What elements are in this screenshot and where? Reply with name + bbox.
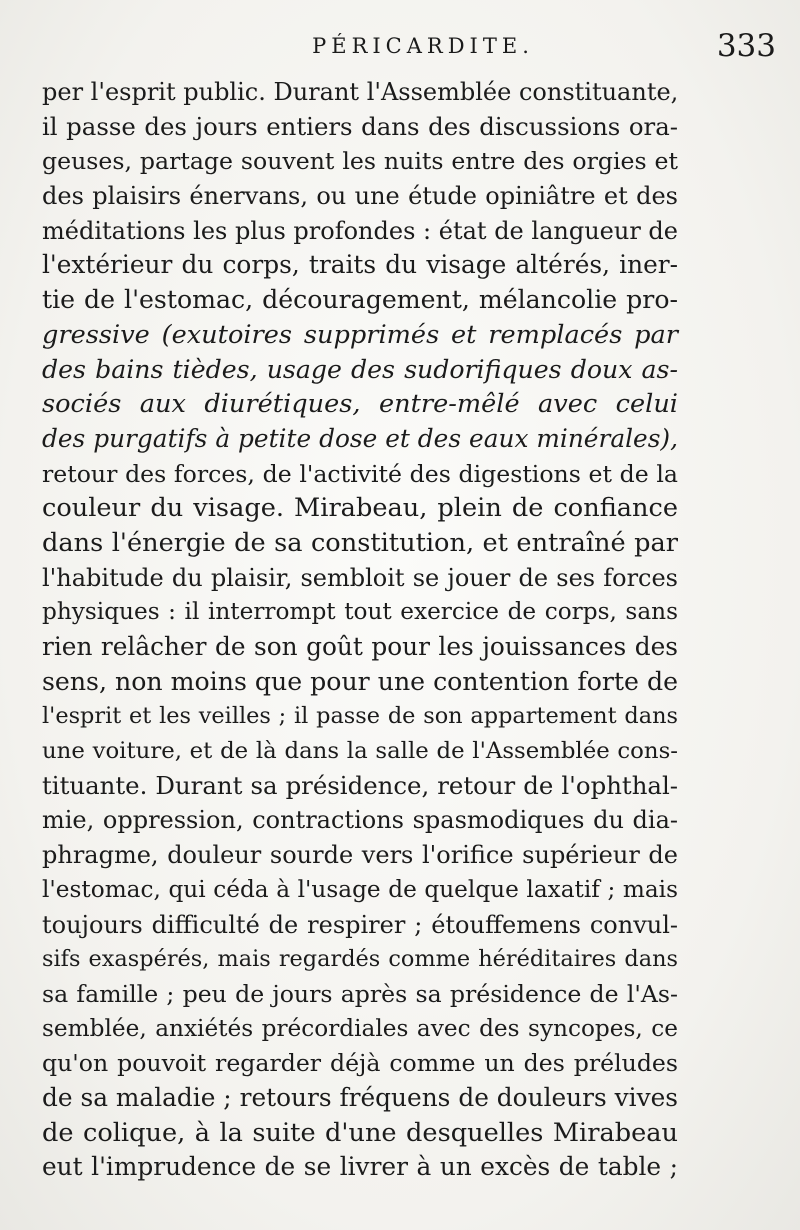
text-line: il passe des jours entiers dans des discussions ora- — [42, 111, 678, 141]
text-line: l'esprit et les veilles ; il passe de son appartement dans — [42, 703, 678, 730]
text-line: tie de l'estomac, découragement, mélancolie pro- — [42, 285, 678, 315]
running-title: PÉRICARDITE. — [312, 34, 534, 58]
text-line: dans l'énergie de sa constitution, et entraîné par — [42, 527, 678, 558]
text-line: sa famille ; peu de jours après sa présidence de l'As- — [42, 979, 678, 1008]
text-line: qu'on pouvoit regarder déjà comme un des préludes — [42, 1049, 678, 1078]
text-line: geuses, partage souvent les nuits entre des orgies et — [42, 147, 678, 176]
text-line: méditations les plus profondes : état de langueur de — [42, 216, 678, 245]
text-line: de sa maladie ; retours fréquens de douleurs vives — [42, 1082, 678, 1112]
text-line: de colique, à la suite d'une desquelles Mirabeau — [42, 1117, 678, 1148]
text-line: des bains tièdes, usage des sudorifiques doux as- — [42, 354, 678, 384]
text-line: physiques : il interrompt tout exercice de corps, sans — [42, 598, 678, 626]
text-line: des purgatifs à petite dose et des eaux minérales), — [42, 423, 678, 453]
text-line: une voiture, et de là dans la salle de l'Assemblée cons- — [42, 738, 678, 765]
text-line: gressive (exutoires supprimés et remplacés par — [42, 319, 678, 350]
text-line: sens, non moins que pour une contention forte de — [42, 666, 678, 696]
text-line: phragme, douleur sourde vers l'orifice supérieur de — [42, 841, 678, 870]
text-line: couleur du visage. Mirabeau, plein de confiance — [42, 493, 678, 524]
text-line: sifs exaspérés, mais regardés comme héréditaires dans — [42, 946, 678, 973]
text-line: per l'esprit public. Durant l'Assemblée constituante, — [42, 78, 679, 106]
text-line: semblée, anxiétés précordiales avec des syncopes, ce — [42, 1014, 678, 1042]
text-line: l'extérieur du corps, traits du visage altérés, iner- — [42, 250, 678, 280]
running-head — [40, 28, 776, 68]
text-line: toujours difficulté de respirer ; étouffemens convul- — [42, 910, 678, 939]
text-line: des plaisirs énervans, ou une étude opiniâtre et des — [42, 182, 678, 211]
page-number: 333 — [716, 28, 776, 64]
text-line: l'estomac, qui céda à l'usage de quelque laxatif ; mais — [42, 875, 678, 903]
text-line: tituante. Durant sa présidence, retour de l'ophthal- — [42, 770, 678, 800]
body-text — [42, 75, 678, 1185]
text-line: eut l'imprudence de se livrer à un excès de table ; — [42, 1152, 678, 1182]
text-line: l'habitude du plaisir, sembloit se jouer de ses forces — [42, 563, 678, 592]
text-line: sociés aux diurétiques, entre-mêlé avec celui — [42, 389, 678, 420]
text-line: mie, oppression, contractions spasmodiques du dia- — [42, 806, 678, 835]
text-line: rien relâcher de son goût pour les jouissances des — [42, 632, 678, 661]
text-line: retour des forces, de l'activité des digestions et de la — [42, 459, 678, 488]
